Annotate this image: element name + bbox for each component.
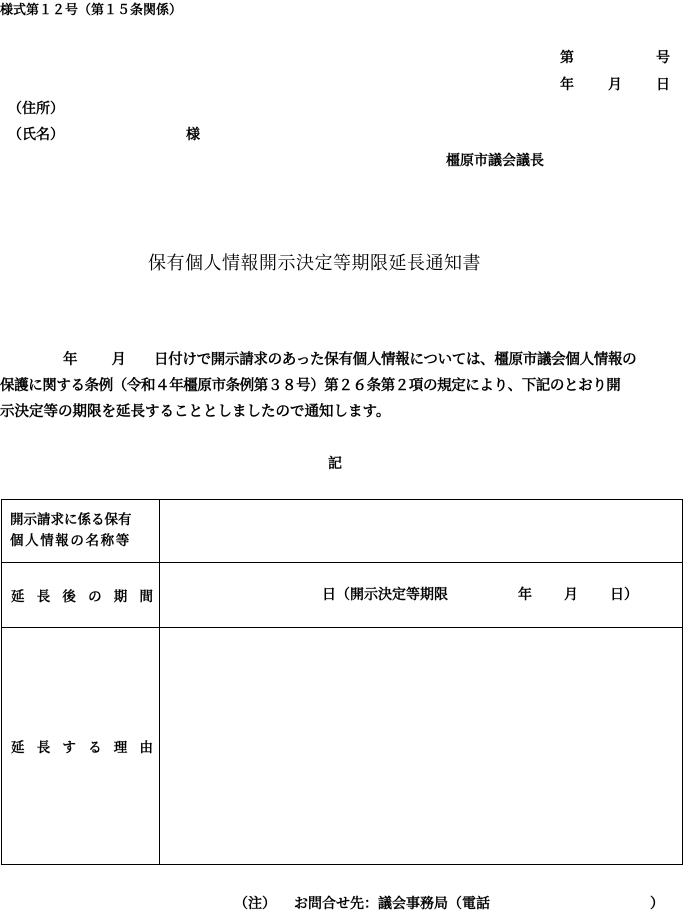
- name-label: （氏名）: [8, 127, 64, 143]
- body-year: 年: [63, 352, 78, 368]
- row-label-reason: [2, 628, 160, 865]
- row-value-name[interactable]: [160, 500, 683, 563]
- label-char: 長: [36, 589, 51, 605]
- label-char: 間: [139, 589, 153, 605]
- date-month: 月: [608, 77, 622, 93]
- honorific: 様: [186, 127, 200, 143]
- period-year: 年: [518, 587, 532, 603]
- footer-close: ）: [650, 896, 664, 912]
- footer-note-label: （注）: [234, 896, 276, 912]
- period-day-deadline: 日（開示決定等期限: [322, 587, 448, 603]
- number-prefix: 第: [560, 50, 574, 66]
- document-date: [560, 74, 670, 94]
- label-char: 理: [113, 740, 128, 756]
- label-char: 後: [62, 589, 76, 605]
- notice-table: [1, 499, 683, 865]
- label-char: の: [88, 589, 102, 605]
- date-year: 年: [560, 77, 574, 93]
- label-char: 長: [36, 740, 51, 756]
- row-value-reason[interactable]: [160, 628, 683, 865]
- body-line-2: 保護に関する条例（令和４年橿原市条例第３８号）第２６条第２項の規定により、下記のとおり開: [0, 378, 621, 394]
- row-label-period: [2, 563, 160, 628]
- label-char: 延: [11, 740, 25, 756]
- address-label: （住所）: [8, 101, 64, 117]
- row-value-period[interactable]: [160, 563, 683, 628]
- body-line-1: [63, 347, 636, 373]
- label-char: 期: [113, 589, 128, 605]
- table-row-reason: [2, 628, 683, 865]
- body-line-1-text: 日付けで開示請求のあった保有個人情報については、橿原市議会個人情報の: [154, 352, 637, 368]
- label-char: す: [62, 740, 76, 756]
- body-month: 月: [111, 352, 126, 368]
- document-number: [560, 47, 670, 67]
- form-id: 様式第１２号（第１５条関係）: [0, 3, 183, 18]
- ki-heading: 記: [328, 456, 342, 472]
- row-label-name-line1: 開示請求に係る保有: [10, 512, 132, 528]
- period-month: 月: [564, 587, 578, 603]
- table-row-name: [2, 500, 683, 563]
- document-title: 保有個人情報開示決定等期限延長通知書: [148, 253, 481, 274]
- footer-contact: お問合せ先：議会事務局（電話: [294, 896, 490, 912]
- row-label-name-line2: 個人情報の名称等: [10, 533, 131, 549]
- sender: 橿原市議会議長: [446, 153, 544, 169]
- period-close: 日）: [610, 587, 638, 603]
- date-day: 日: [656, 77, 670, 93]
- row-label-name: [2, 500, 160, 563]
- footer-note: [234, 893, 490, 913]
- label-char: 由: [139, 740, 153, 756]
- number-suffix: 号: [656, 50, 670, 66]
- label-char: 延: [11, 589, 25, 605]
- label-char: る: [88, 740, 102, 756]
- body-line-3: 示決定等の期限を延長することとしましたので通知します。: [0, 404, 391, 420]
- table-row-period: [2, 563, 683, 628]
